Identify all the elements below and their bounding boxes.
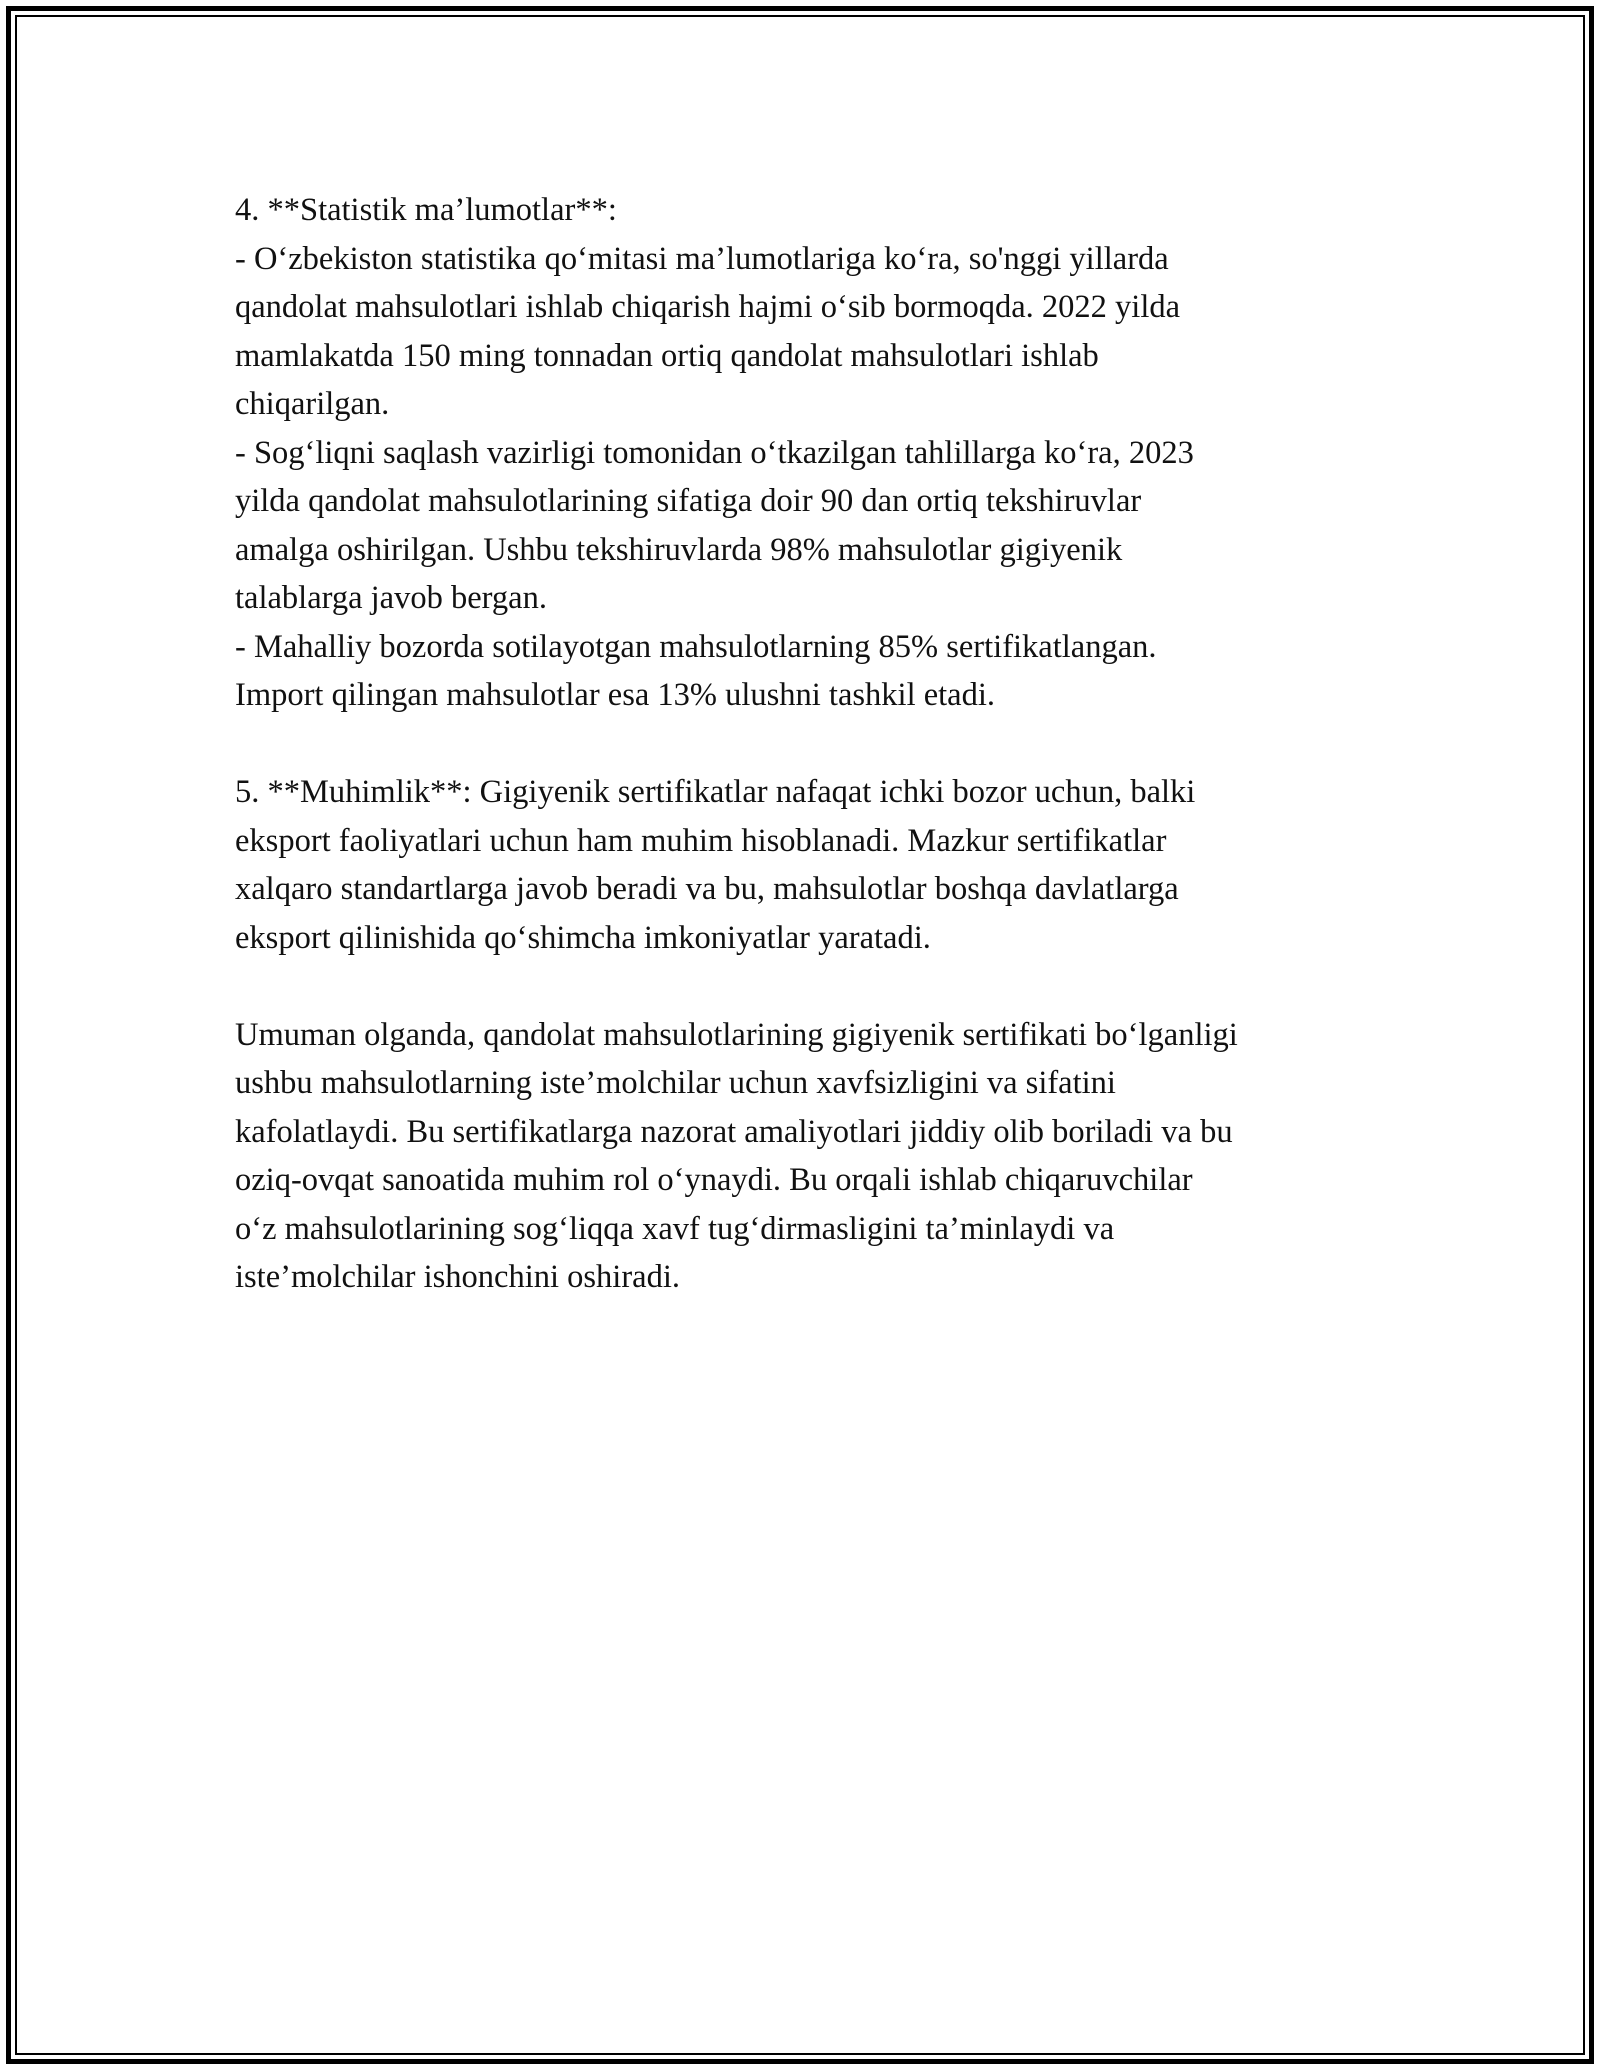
section-4-bullet-certification: - Mahalliy bozorda sotilayotgan mahsulotlarning 85% sertifikatlangan. Import qilingan mahsulotlar esa 13% ulushni tashkil etadi. <box>235 628 1157 713</box>
paragraph-spacer <box>235 962 1385 1011</box>
section-4-heading: 4. **Statistik ma’lumotlar**: <box>235 192 617 228</box>
document-body <box>235 186 1385 1302</box>
section-4-bullet-production: - O‘zbekiston statistika qo‘mitasi ma’lumotlariga ko‘ra, so'nggi yillarda qandolat mahsulotlari ishlab chiqarish hajmi o‘sib bormoqda. 2022 yilda mamlakatda 150 ming tonnadan ortiq qandolat mahsulotlari ishlab chiqarilgan. <box>235 240 1181 422</box>
conclusion-paragraph: Umuman olganda, qandolat mahsulotlarining gigiyenik sertifikati bo‘lganligi ushbu mahsulotlarning iste’molchilar uchun xavfsizligini va sifatini kafolatlaydi. Bu sertifikatlarga nazorat amaliyotlari jiddiy olib boriladi va bu oziq-ovqat sanoatida muhim rol o‘ynaydi. Bu orqali ishlab chiqaruvchilar o‘z mahsulotlarining sog‘liqqa xavf tug‘dirmasligini ta’minlaydi va iste’molchilar ishonchini oshiradi. <box>235 1016 1238 1295</box>
section-4-bullet-inspections: - Sog‘liqni saqlash vazirligi tomonidan o‘tkazilgan tahlillarga ko‘ra, 2023 yilda qandolat mahsulotlarining sifatiga doir 90 dan ortiq tekshiruvlar amalga oshirilgan. Ushbu tekshiruvlarda 98% mahsulotlar gigiyenik talablarga javob bergan. <box>235 434 1194 616</box>
paragraph-spacer <box>235 720 1385 769</box>
section-5-importance: 5. **Muhimlik**: Gigiyenik sertifikatlar nafaqat ichki bozor uchun, balki eksport faoliyatlari uchun ham muhim hisoblanadi. Mazkur sertifikatlar xalqaro standartlarga javob beradi va bu, mahsulotlar boshqa davlatlarga eksport qilinishida qo‘shimcha imkoniyatlar yaratadi. <box>235 774 1196 956</box>
